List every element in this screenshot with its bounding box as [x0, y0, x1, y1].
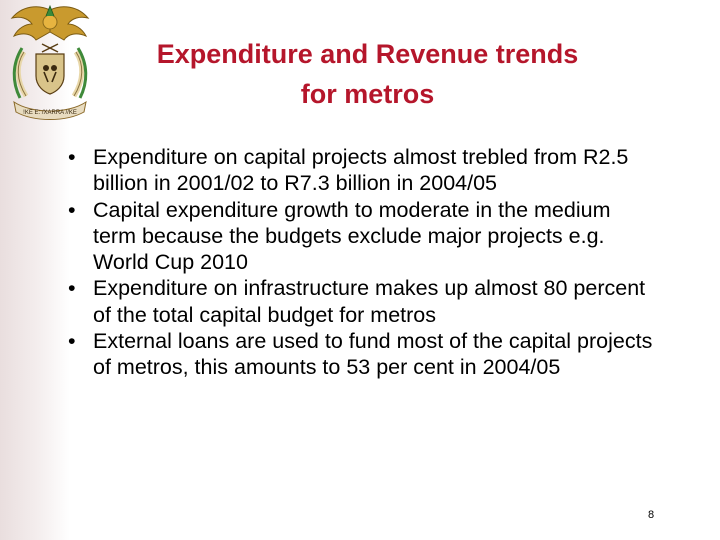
bullet-text: Expenditure on capital projects almost trebled from R2.5 billion in 2001/02 to R7.3 billion in 2004/05 [93, 145, 629, 196]
bullet-text: External loans are used to fund most of the capital projects of metros, this amounts to 53 per cent in 2004/05 [93, 329, 653, 380]
coat-of-arms-icon [2, 2, 98, 128]
bullet-list [68, 144, 658, 381]
bullet-item [68, 197, 658, 276]
bullet-text: Expenditure on infrastructure makes up almost 80 percent of the total capital budget for metros [93, 276, 646, 327]
slide-title-line1: Expenditure and Revenue trends [156, 39, 579, 69]
svg-text:!KE E: /XARRA //KE: !KE E: /XARRA //KE [23, 110, 77, 116]
bullet-dot: • [68, 276, 76, 301]
slide-title [100, 34, 635, 114]
bullet-item [68, 275, 658, 328]
bullet-dot: • [68, 329, 76, 354]
slide-title-line2: for metros [300, 79, 435, 109]
bullet-text: Capital expenditure growth to moderate in the medium term because the budgets exclude major projects e.g. World Cup 2010 [93, 197, 611, 275]
bullet-item [68, 328, 658, 381]
bullet-dot: • [68, 145, 76, 169]
page-number: 8 [648, 509, 655, 521]
bullet-dot: • [68, 197, 76, 222]
bullet-item [68, 144, 658, 197]
